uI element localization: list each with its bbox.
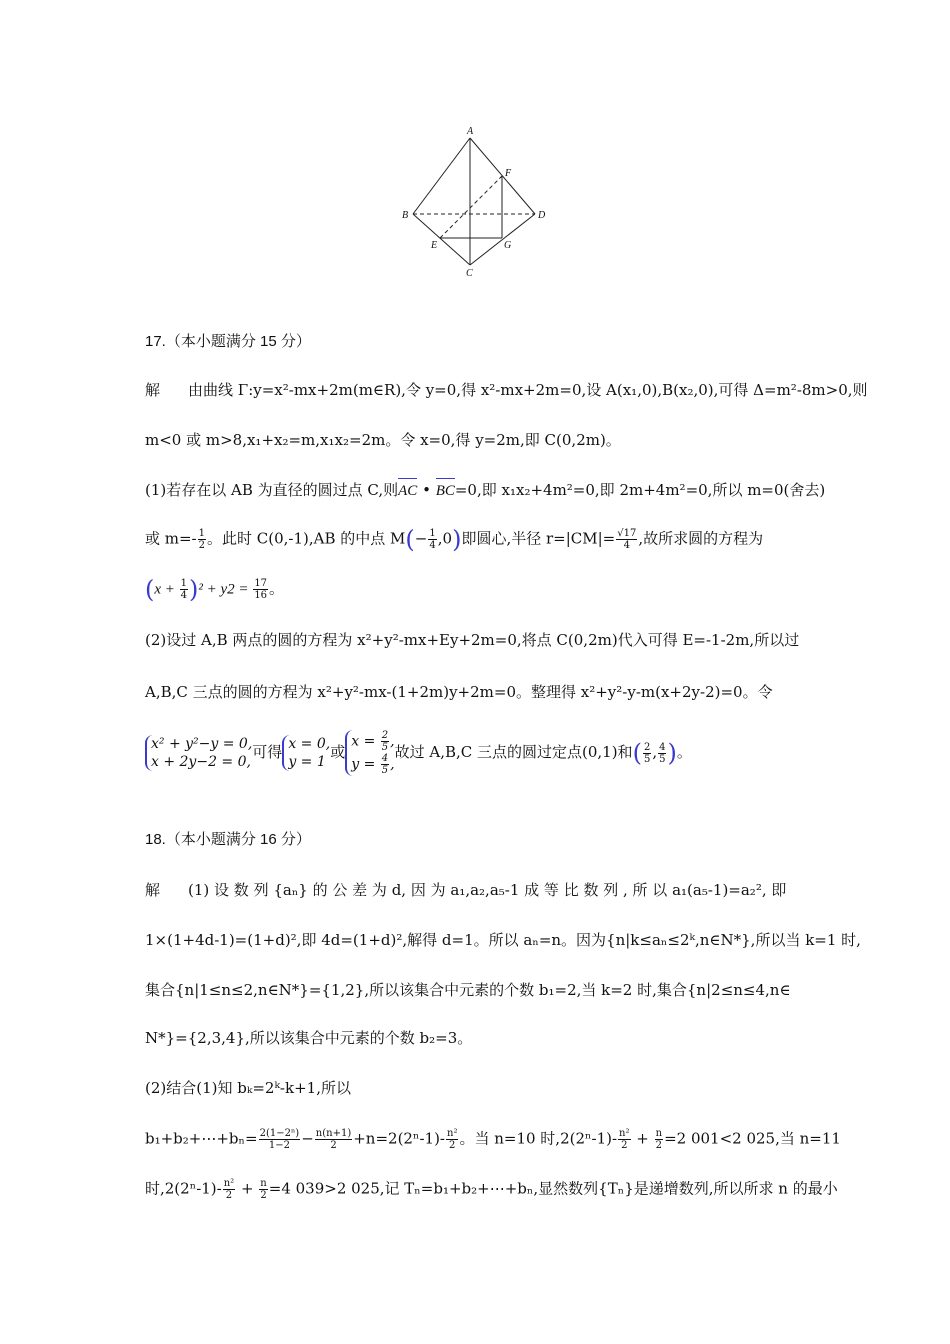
fraction-n-half-2: $\frac{n}{2}$ <box>260 1178 267 1201</box>
plus-sign: + <box>236 1179 259 1198</box>
q17-line-8b: 或 <box>330 743 346 761</box>
q17-line-3b: =0,即 x₁x₂+4m²=0,即 2m+4m²=0,所以 m=0(舍去) <box>454 481 826 499</box>
q17-line-3a: (1)若存在以 AB 为直径的圆过点 C,则 <box>145 481 399 499</box>
minus-sign: − <box>301 1129 314 1148</box>
system-3: x = $\frac{2}{5}$ , y = $\frac{4}{5}$ , <box>345 730 394 776</box>
q17-line-8d: 。 <box>676 743 692 761</box>
fraction-radius-squared: $\frac{17}{16}$ <box>254 578 268 601</box>
paren-right: ) <box>667 739 677 767</box>
paren-left: ( <box>145 575 155 604</box>
q18-line-7b: =4 039>2 025,记 Tₙ=b₁+b₂+⋯+bₙ,显然数列{Tₙ}是递增数列,所以所求 n 的最小 <box>268 1179 838 1198</box>
plus-sign: + <box>631 1129 654 1148</box>
q18-line-4: N*}={2,3,4},所以该集合中元素的个数 b₂=3。 <box>145 1029 473 1047</box>
fraction-one-half: $\frac{1}{2}$ <box>198 528 206 551</box>
q18-line-7 <box>145 1178 838 1201</box>
eq-part-b: ² + y2 = <box>198 581 253 598</box>
q17-solution-marker: 解 <box>145 383 161 399</box>
q18-line-5: (2)结合(1)知 bₖ=2ᵏ-k+1,所以 <box>145 1079 351 1097</box>
edge-ab <box>413 138 470 214</box>
q17-line-7: A,B,C 三点的圆的方程为 x²+y²-mx-(1+2m)y+2m=0。整理得 x²+y²-y-m(x+2y-2)=0。令 <box>145 683 773 701</box>
q17-line-1-text: 由曲线 Γ:y=x²-mx+2m(m∈R),令 y=0,得 x²-mx+2m=0,设 A(x₁,0),B(x₂,0),可得 Δ=m²-8m>0,则 <box>188 381 868 399</box>
fraction-radius: $\frac{√17}{4}$ <box>617 528 637 551</box>
q17-line-8c: 故过 A,B,C 三点的圆过定点(0,1)和 <box>394 743 633 761</box>
system-1: x² + y²−y = 0, x + 2y−2 = 0, <box>145 735 252 771</box>
q18-line-6b: +n=2(2ⁿ-1)- <box>353 1129 445 1148</box>
fraction-n-half: $\frac{n}{2}$ <box>655 1128 663 1151</box>
eq-part-c: 。 <box>269 579 285 598</box>
q18-line-1-text: (1) 设 数 列 {aₙ} 的 公 差 为 d, 因 为 a₁,a₂,a₅-1 成 等 比 数 列 , 所 以 a₁(a₅-1)=a₂², 即 <box>188 881 787 899</box>
label-e: E <box>431 240 438 251</box>
q18-line-6d: =2 001<2 025,当 n=11 <box>664 1129 841 1148</box>
fraction-arithmetic-sum: $\frac{n(n+1)}{2}$ <box>315 1128 352 1151</box>
q18-line-1 <box>145 880 786 901</box>
label-d: D <box>538 210 546 221</box>
geometry-figure <box>395 120 555 285</box>
paren-right: ) <box>189 575 199 604</box>
vector-bc: BC <box>435 483 455 499</box>
q17-heading: 17.（本小题满分 15 分） <box>145 333 311 350</box>
fraction-n-squared-half-2: $\frac{\text{n²}}{2}$ <box>619 1128 630 1151</box>
label-c: C <box>466 268 473 279</box>
q17-line-4 <box>145 525 764 554</box>
fraction-one-quarter-eq: $\frac{1}{4}$ <box>180 578 188 601</box>
system-2: x = 0, y = 1 <box>282 735 330 771</box>
point-y-fraction: $\frac{4}{5}$ <box>659 741 666 765</box>
q18-line-6c: 。当 n=10 时,2(2ⁿ-1)- <box>459 1129 618 1148</box>
q17-line-4a: 或 m=- <box>145 529 197 548</box>
label-b: B <box>402 210 409 221</box>
fraction-four-fifths: $\frac{4}{5}$ <box>381 753 389 776</box>
q17-line-3 <box>145 480 825 501</box>
eq-part-a: x + <box>154 581 179 598</box>
q17-line-1 <box>145 380 868 401</box>
paren-right: ) <box>452 525 462 554</box>
fraction-one-quarter: $\frac{1}{4}$ <box>429 528 436 551</box>
fraction-two-fifths: $\frac{2}{5}$ <box>381 730 389 753</box>
q17-line-6: (2)设过 A,B 两点的圆的方程为 x²+y²-mx+Ey+2m=0,将点 C(0,2m)代入可得 E=-1-2m,所以过 <box>145 631 800 649</box>
fraction-n-squared-half: $\frac{\text{n²}}{2}$ <box>447 1128 458 1151</box>
q18-line-7a: 时,2(2ⁿ-1)- <box>145 1179 222 1198</box>
q18-line-2: 1×(1+4d-1)=(1+d)²,即 4d=(1+d)²,解得 d=1。所以 aₙ=n。因为{n|k≤aₙ≤2ᵏ,n∈N*},所以当 k=1 时, <box>145 931 861 949</box>
edge-bc <box>413 214 470 265</box>
segment-ef-dashed <box>440 176 502 238</box>
fraction-n-squared-half-3: $\frac{\text{n²}}{2}$ <box>223 1178 235 1201</box>
q17-line-8: x² + y²−y = 0, x + 2y−2 = 0, 可得 x = 0, y = 1 或 x = $\frac{2}{5}$ , y = $\frac{4}{5}$ , 故过 A,B,C 三点的圆过定点(0,1)和( $\frac{2}{5}$ , $\frac{4}{5}$ )。 <box>145 730 692 776</box>
label-a: A <box>467 126 474 137</box>
dot-operator: • <box>417 481 436 499</box>
point-x-fraction: $\frac{2}{5}$ <box>643 741 651 765</box>
paren-left: ( <box>405 525 415 554</box>
q17-line-4d: ,故所求圆的方程为 <box>638 529 764 548</box>
q18-heading: 18.（本小题满分 16 分） <box>145 831 311 848</box>
label-g: G <box>504 240 512 251</box>
vector-ac: AC <box>398 483 418 499</box>
q17-line-2: m<0 或 m>8,x₁+x₂=m,x₁x₂=2m。令 x=0,得 y=2m,即 C(0,2m)。 <box>145 431 621 449</box>
fraction-geometric-sum: $\frac{\text{2(1−2ⁿ)}}{1-2}$ <box>259 1128 300 1151</box>
minus-sign: − <box>414 529 428 548</box>
q17-line-4c: 即圆心,半径 r=|CM|= <box>461 529 616 548</box>
paren-left: ( <box>632 739 642 767</box>
label-f: F <box>505 168 512 179</box>
q17-line-8a: 可得 <box>252 743 283 761</box>
q18-line-3: 集合{n|1≤n≤2,n∈N*}={1,2},所以该集合中元素的个数 b₁=2,当 k=2 时,集合{n|2≤n≤4,n∈ <box>145 981 791 999</box>
point-m-tail: ,0 <box>437 529 453 548</box>
q17-line-4b: 。此时 C(0,-1),AB 的中点 M <box>207 529 406 548</box>
q18-solution-marker: 解 <box>145 883 161 899</box>
q18-line-6 <box>145 1128 841 1151</box>
q17-line-5 <box>145 575 285 604</box>
q18-line-6a: b₁+b₂+⋯+bₙ= <box>145 1129 258 1148</box>
